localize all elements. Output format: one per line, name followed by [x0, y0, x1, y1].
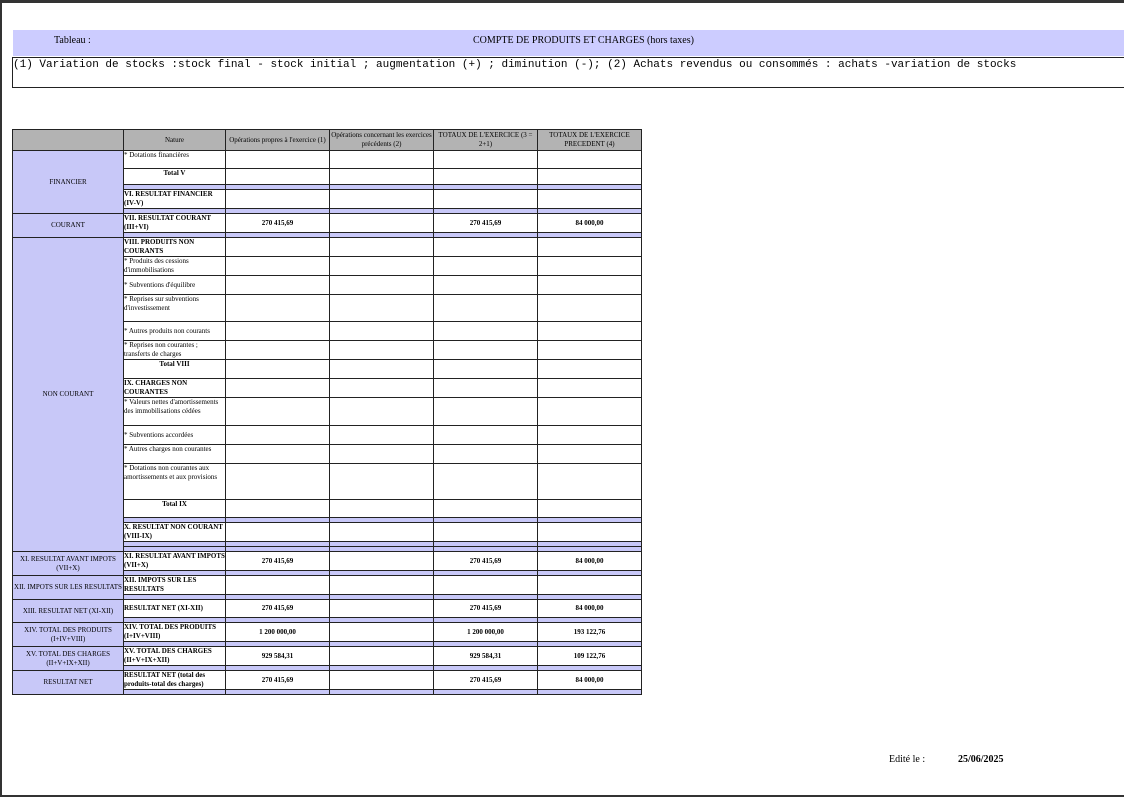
section-net: XIII. RESULTAT NET (XI-XII): [13, 600, 124, 623]
value-cell: 84 000,00: [538, 214, 642, 233]
note-box: [12, 57, 1124, 88]
cell: [330, 552, 434, 571]
row-label: * Dotations financières: [124, 151, 226, 169]
value-cell: 1 200 000,00: [226, 623, 330, 642]
cell: [226, 500, 330, 518]
cell: [538, 360, 642, 379]
header-col3: TOTAUX DE L'EXERCICE (3 = 2+1): [434, 130, 538, 151]
cell: [226, 257, 330, 276]
table-row: [13, 552, 642, 571]
cell: [538, 295, 642, 322]
row-label: * Dotations non courantes aux amortissements et aux provisions: [124, 464, 226, 500]
cell: [434, 379, 538, 398]
cell: [538, 322, 642, 341]
value-cell: 193 122,76: [538, 623, 642, 642]
cell: [330, 647, 434, 666]
cell: [538, 398, 642, 426]
section-resultat-net: RESULTAT NET: [13, 671, 124, 695]
row-label: XII. IMPOTS SUR LES RESULTATS: [124, 576, 226, 595]
tableau-label: Tableau :: [54, 35, 91, 46]
row-label: * Autres produits non courants: [124, 322, 226, 341]
cell: [226, 151, 330, 169]
cell: [538, 426, 642, 445]
cell: [330, 341, 434, 360]
cell: [226, 238, 330, 257]
table-row: [13, 238, 642, 257]
cell: [434, 238, 538, 257]
cell: [330, 214, 434, 233]
cell: [330, 623, 434, 642]
row-label: * Reprises sur subventions d'investissement: [124, 295, 226, 322]
cell: [226, 398, 330, 426]
cell: [330, 295, 434, 322]
page-title: COMPTE DE PRODUITS ET CHARGES (hors taxes): [473, 35, 694, 46]
cell: [538, 257, 642, 276]
cell: [538, 379, 642, 398]
separator: [226, 690, 330, 695]
cell: [330, 445, 434, 464]
cell: [330, 190, 434, 209]
cell: [538, 523, 642, 542]
cell: [434, 398, 538, 426]
title-bar: [13, 30, 1124, 56]
cell: [434, 151, 538, 169]
cell: [538, 464, 642, 500]
section-courant: COURANT: [13, 214, 124, 238]
cell: [330, 576, 434, 595]
cell: [226, 464, 330, 500]
cell: [226, 341, 330, 360]
cell: [434, 295, 538, 322]
value-cell: 109 122,76: [538, 647, 642, 666]
section-impots: XII. IMPOTS SUR LES RESULTATS: [13, 576, 124, 600]
row-label: * Subventions accordées: [124, 426, 226, 445]
header-col2: Opérations concernant les exercices précédents (2): [330, 130, 434, 151]
cell: [330, 671, 434, 690]
value-cell: 270 415,69: [434, 600, 538, 618]
cell: [434, 523, 538, 542]
cell: [330, 523, 434, 542]
cell: [330, 238, 434, 257]
cell: [226, 360, 330, 379]
cell: [330, 169, 434, 185]
table-row: [13, 671, 642, 690]
value-cell: 84 000,00: [538, 671, 642, 690]
cell: [434, 464, 538, 500]
value-cell: 270 415,69: [226, 214, 330, 233]
section-financier: FINANCIER: [13, 151, 124, 214]
value-cell: 270 415,69: [226, 671, 330, 690]
cell: [330, 600, 434, 618]
cell: [330, 464, 434, 500]
cell: [434, 576, 538, 595]
table-row: [13, 576, 642, 595]
row-label: RESULTAT NET (total des produits-total des charges): [124, 671, 226, 690]
row-label: XI. RESULTAT AVANT IMPOTS (VII+X): [124, 552, 225, 569]
separator: [538, 690, 642, 695]
header-col4: TOTAUX DE L'EXERCICE PRECEDENT (4): [538, 130, 642, 151]
cell: [434, 322, 538, 341]
row-label: Total V: [124, 169, 226, 185]
separator: [124, 690, 226, 695]
income-statement-table: [12, 129, 642, 695]
cell: [538, 238, 642, 257]
section-non-courant: NON COURANT: [13, 238, 124, 552]
header-col1: Opérations propres à l'exercice (1): [226, 130, 330, 151]
value-cell: 1 200 000,00: [434, 623, 538, 642]
cell: [538, 151, 642, 169]
cell: [434, 190, 538, 209]
row-label: XIV. TOTAL DES PRODUITS (I+IV+VIII): [124, 623, 226, 642]
row-label: X. RESULTAT NON COURANT (VIII-IX): [124, 523, 226, 542]
cell: [434, 360, 538, 379]
separator: [434, 690, 538, 695]
value-cell: 270 415,69: [434, 214, 538, 233]
cell: [330, 426, 434, 445]
cell: [330, 379, 434, 398]
table-row: [13, 151, 642, 169]
section-produits: XIV. TOTAL DES PRODUITS (I+IV+VIII): [13, 623, 124, 647]
table-row: [13, 623, 642, 642]
value-cell: 270 415,69: [226, 600, 330, 618]
cell: [434, 426, 538, 445]
row-label: * Subventions d'équilibre: [124, 276, 226, 295]
cell: [330, 398, 434, 426]
page-left-border: [0, 0, 2, 797]
page-top-border: [0, 0, 1124, 3]
cell: [538, 500, 642, 518]
cell: [226, 295, 330, 322]
cell: [330, 500, 434, 518]
cell: [226, 445, 330, 464]
cell: [434, 257, 538, 276]
row-label: * Produits des cessions d'immobilisations: [124, 257, 226, 276]
cell: [434, 445, 538, 464]
cell: [330, 360, 434, 379]
cell: [538, 341, 642, 360]
row-label: IX. CHARGES NON COURANTES: [124, 379, 226, 398]
row-label: Total VIII: [124, 360, 226, 379]
header-blank: [13, 130, 124, 151]
cell: [538, 276, 642, 295]
cell: [538, 169, 642, 185]
section-avant-impots: XI. RESULTAT AVANT IMPOTS (VII+X): [13, 552, 124, 576]
cell: [434, 169, 538, 185]
cell: [226, 276, 330, 295]
value-cell: 270 415,69: [434, 552, 538, 571]
table-row: [13, 600, 642, 618]
value-cell: 84 000,00: [538, 552, 642, 571]
table-header-row: [13, 130, 642, 151]
cell: [226, 379, 330, 398]
cell: [330, 322, 434, 341]
row-label: VIII. PRODUITS NON COURANTS: [124, 238, 226, 257]
value-cell: 929 584,31: [434, 647, 538, 666]
cell: [434, 500, 538, 518]
edited-label: Edité le :: [889, 754, 926, 765]
cell: [226, 426, 330, 445]
edited-date: 25/06/2025: [958, 754, 1004, 765]
cell: [226, 169, 330, 185]
row-label: XV. TOTAL DES CHARGES (II+V+IX+XII): [124, 647, 226, 666]
note-text: (1) Variation de stocks :stock final - stock initial ; augmentation (+) ; diminution (-); (2) Achats revendus ou consommés : achats -variation de stocks: [13, 59, 1017, 71]
separator: [330, 690, 434, 695]
cell: [330, 151, 434, 169]
row-label: Total IX: [124, 500, 226, 518]
cell: [226, 523, 330, 542]
row-label: RESULTAT NET (XI-XII): [124, 600, 226, 618]
cell: [226, 322, 330, 341]
cell: [538, 190, 642, 209]
cell: [330, 276, 434, 295]
value-cell: 929 584,31: [226, 647, 330, 666]
value-cell: 270 415,69: [434, 671, 538, 690]
cell: [538, 576, 642, 595]
row-label: * Reprises non courantes ; transferts de charges: [124, 341, 226, 360]
cell: [226, 190, 330, 209]
value-cell: 84 000,00: [538, 600, 642, 618]
row-label: VII. RESULTAT COURANT (III+VI): [124, 214, 226, 233]
section-charges: XV. TOTAL DES CHARGES (II+V+IX+XII): [13, 647, 124, 671]
header-nature: Nature: [124, 130, 226, 151]
cell: [434, 341, 538, 360]
cell: [434, 276, 538, 295]
cell: [330, 257, 434, 276]
row-label: VI. RESULTAT FINANCIER (IV-V): [124, 190, 226, 209]
row-label: * Valeurs nettes d'amortissements des immobilisations cédées: [124, 398, 226, 426]
table-row: [13, 214, 642, 233]
value-cell: 270 415,69: [226, 552, 330, 571]
row-label: * Autres charges non courantes: [124, 445, 226, 464]
cell: [538, 445, 642, 464]
cell: [226, 576, 330, 595]
table-row: [13, 647, 642, 666]
